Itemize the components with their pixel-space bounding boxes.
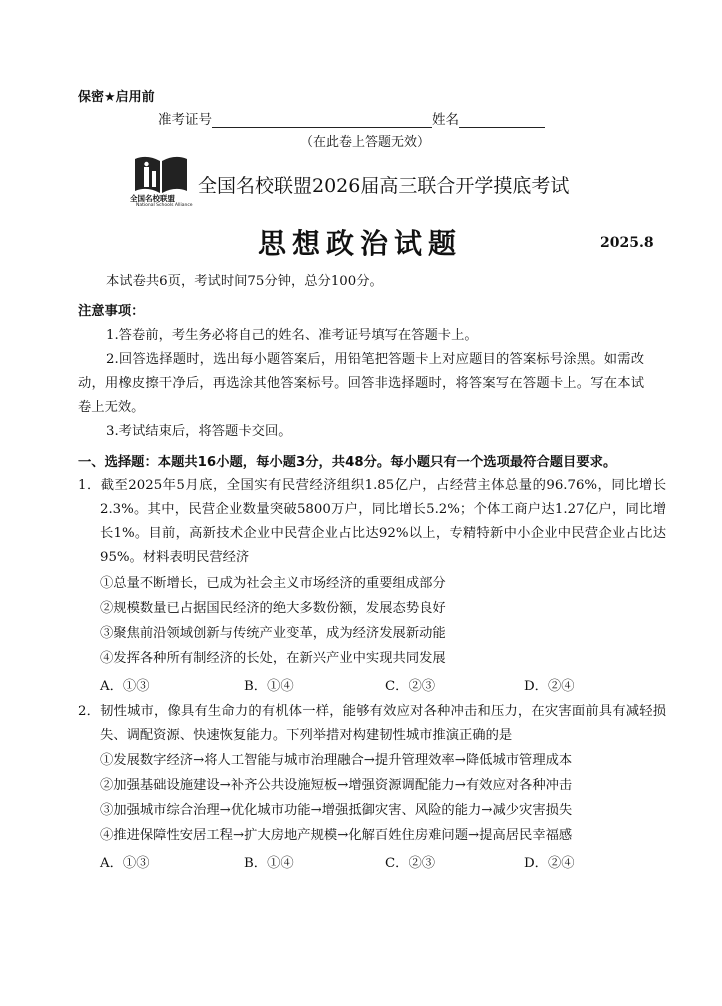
- notes-title: 注意事项：: [78, 304, 145, 319]
- q2-option-b: B．①④: [244, 856, 294, 871]
- section-heading: 一、选择题：本题共16小题，每小题3分，共48分。每小题只有一个选项最符合题目要求。: [78, 455, 617, 470]
- invalid-note: （在此卷上答题无效）: [300, 135, 431, 150]
- question-2-stem: 2．韧性城市，像具有生命力的有机体一样，能够有效应对各种冲击和压力，在灾害面前具有减轻损失、调配资源、快速恢复能力。下列举措对构建韧性城市推演正确的是: [78, 704, 666, 743]
- q2-statement-2: ②加强基础设施建设→补齐公共设施短板→增强资源调配能力→有效应对各种冲击: [100, 778, 573, 793]
- q2-statement-1: ①发展数字经济→将人工智能与城市治理融合→提升管理效率→降低城市管理成本: [100, 753, 573, 768]
- note-item-1: 1.答卷前，考生务必将自己的姓名、准考证号填写在答题卡上。: [106, 328, 478, 343]
- q1-statement-2: ②规模数量已占据国民经济的绝大多数份额，发展态势良好: [100, 601, 446, 616]
- q1-statement-1: ①总量不断增长，已成为社会主义市场经济的重要组成部分: [100, 576, 446, 591]
- q2-option-c: C．②③: [385, 856, 436, 871]
- q1-option-a: A．①③: [100, 679, 150, 694]
- logo-text-en: National Schools Alliance: [136, 203, 193, 208]
- q2-statement-3: ③加强城市综合治理→优化城市功能→增强抵御灾害、风险的能力→减少灾害损失: [100, 803, 573, 818]
- logo-text-cn: 全国名校联盟: [130, 194, 175, 203]
- exam-date: 2025.8: [600, 235, 654, 251]
- q2-option-d: D．②④: [524, 856, 575, 871]
- name-blank: [459, 113, 545, 128]
- note-item-3: 3.考试结束后，将答题卡交回。: [106, 424, 292, 439]
- q1-statement-4: ④发挥各种所有制经济的长处，在新兴产业中实现共同发展: [100, 651, 446, 666]
- q1-option-d: D．②④: [524, 679, 575, 694]
- q1-option-b: B．①④: [244, 679, 294, 694]
- q2-statement-4: ④推进保障性安居工程→扩大房地产规模→化解百姓住房难问题→提高居民幸福感: [100, 828, 573, 843]
- note-item-2: 2.回答选择题时，选出每小题答案后，用铅笔把答题卡上对应题目的答案标号涂黑。如需改动，用橡皮擦干净后，再选涂其他答案标号。回答非选择题时，将答案写在答题卡上。写在本试卷上无效。: [78, 352, 644, 415]
- q1-option-c: C．②③: [385, 679, 436, 694]
- question-1-stem: 1．截至2025年5月底，全国实有民营经济组织1.85亿户，占经营主体总量的96.76%，同比增长2.3%。其中，民营企业数量突破5800万户，同比增长5.2%；个体工商户达1.27亿户，同比增长1%。目前，高新技术企业中民营企业占比达92%以上，专精特新中小企业中民营企业占比达95%。材料表明民营经济: [78, 478, 666, 565]
- candidate-info-line: [158, 108, 545, 128]
- id-blank: [212, 113, 432, 128]
- intro-text: 本试卷共6页，考试时间75分钟，总分100分。: [106, 274, 383, 289]
- id-label: 准考证号: [158, 112, 212, 128]
- name-label: 姓名: [432, 112, 459, 128]
- q1-statement-3: ③聚焦前沿领域创新与传统产业变革，成为经济发展新动能: [100, 626, 446, 641]
- confidential-label: 保密★启用前: [78, 90, 155, 105]
- exam-title: 全国名校联盟2026届高三联合开学摸底考试: [198, 175, 570, 197]
- subject-title: 思想政治试题: [258, 227, 463, 260]
- q2-option-a: A．①③: [100, 856, 150, 871]
